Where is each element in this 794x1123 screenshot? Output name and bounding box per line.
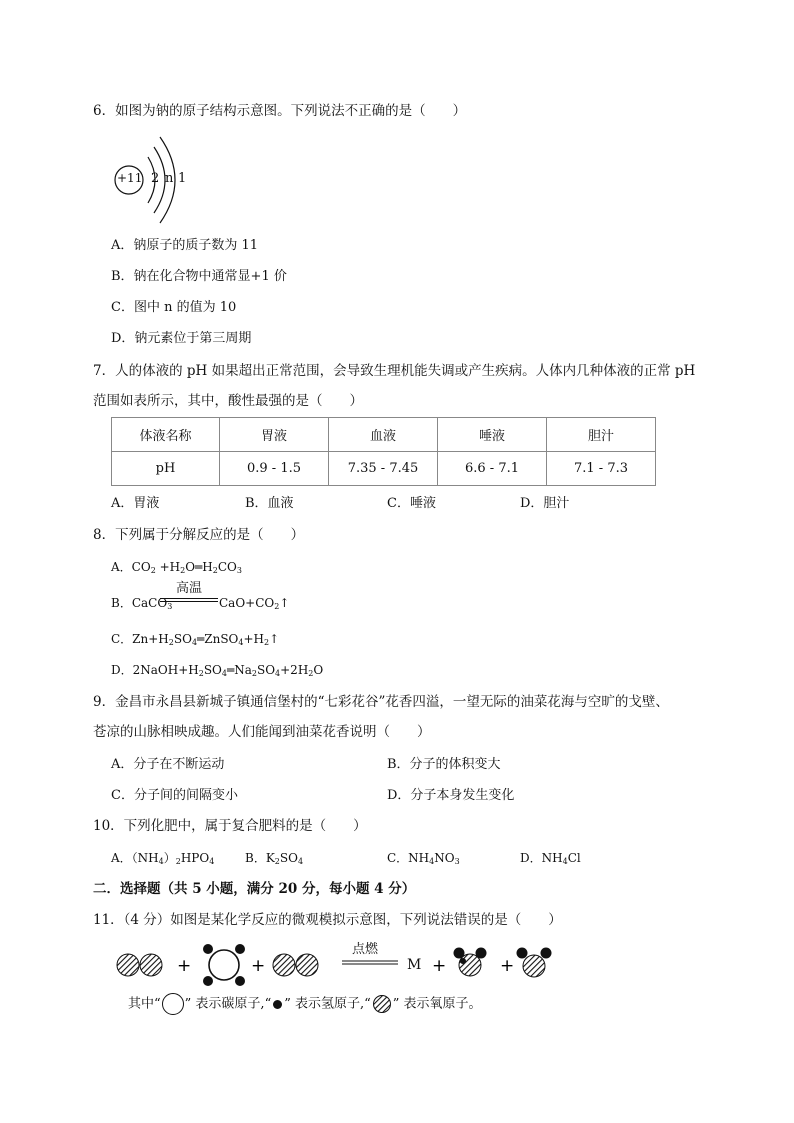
methane-molecule [203, 944, 245, 986]
q8-option-b-prefix[interactable]: B．CaCO$_3$ [111, 596, 173, 611]
q10-option-a[interactable]: A．$(NH_4)_2HPO_4$ [111, 851, 215, 866]
reaction-diagram [0, 935, 794, 995]
q7-stem-line2: 范围如表所示，其中，酸性最强的是（ ） [93, 393, 363, 409]
q9-stem-line1: 9．金昌市永昌县新城子镇通信堡村的“七彩花谷”花香四溢，一望无际的油菜花海与空旷的戈壁、 [93, 694, 669, 710]
hydrogen-atom-icon [273, 1000, 282, 1009]
q6-option-b[interactable]: B．钠在化合物中通常显+1 价 [111, 269, 287, 284]
table-header: 胃液 [220, 418, 329, 452]
legend-line [128, 993, 482, 1015]
table-cell: 7.1 - 7.3 [547, 452, 656, 486]
section-2-heading: 二．选择题（共 5 小题，满分 20 分，每小题 4 分） [93, 881, 416, 897]
q10-stem: 10．下列化肥中，属于复合肥料的是（ ） [93, 818, 367, 834]
table-cell: pH [112, 452, 220, 486]
legend-prefix: 其中“ [128, 996, 161, 1012]
q8-option-b-suffix: $CaO+CO_2↑$ [219, 596, 290, 611]
condition-ignite: 点燃 [352, 942, 379, 957]
plus-sign-1: + [177, 956, 192, 976]
water-molecule-2 [517, 948, 552, 978]
q8-option-d[interactable]: D．$2NaOH+H_2SO_4═Na_2SO_4+2H_2O$ [111, 663, 324, 678]
condition-high-temp: 高温 [175, 581, 202, 596]
q6-stem: 6．如图为钠的原子结构示意图。下列说法不正确的是（ ） [93, 103, 467, 119]
product-m: M [407, 957, 422, 973]
table-header: 体液名称 [112, 418, 220, 452]
table-cell: 0.9 - 1.5 [220, 452, 329, 486]
q8-stem: 8．下列属于分解反应的是（ ） [93, 527, 305, 543]
q9-option-a[interactable]: A．分子在不断运动 [111, 757, 225, 772]
q10-option-d[interactable]: D．$NH_4Cl$ [520, 851, 581, 866]
plus-sign-4: + [500, 956, 515, 976]
equals-line [160, 598, 218, 602]
table-header: 唾液 [438, 418, 547, 452]
sodium-atom-diagram [110, 133, 200, 232]
q7-stem-line1: 7．人的体液的 pH 如果超出正常范围，会导致生理机能失调或产生疾病。人体内几种体液的正常 pH [93, 363, 696, 379]
legend-hydrogen-text: ” 表示氢原子,“ [284, 996, 371, 1012]
legend-oxygen-text: ” 表示氧原子。 [392, 996, 482, 1012]
nucleus-charge: +11 [117, 171, 143, 185]
ph-table [111, 417, 656, 486]
q11-stem: 11．（4 分）如图是某化学反应的微观模拟示意图，下列说法错误的是（ ） [93, 912, 562, 928]
table-header: 血液 [329, 418, 438, 452]
q7-option-a[interactable]: A．胃液 [111, 496, 160, 511]
table-header-row [112, 418, 656, 452]
q8-option-c[interactable]: C．$Zn+H_2SO_4═ZnSO_4+H_2↑$ [111, 632, 280, 647]
table-cell: 7.35 - 7.45 [329, 452, 438, 486]
q10-option-b[interactable]: B．$K_2SO_4$ [245, 851, 304, 866]
q9-option-d[interactable]: D．分子本身发生变化 [387, 788, 515, 803]
q8-option-a[interactable]: A．$CO_2$ $+H_2O═H_2CO_3$ [111, 560, 242, 575]
q6-option-c[interactable]: C．图中 n 的值为 10 [111, 300, 237, 315]
q6-option-a[interactable]: A．钠原子的质子数为 11 [111, 238, 259, 253]
q9-option-b[interactable]: B．分子的体积变大 [387, 757, 501, 772]
q10-option-c[interactable]: C．$NH_4NO_3$ [387, 851, 460, 866]
q7-option-d[interactable]: D．胆汁 [520, 496, 570, 511]
shell-2-electrons: n [165, 171, 174, 186]
q9-option-c[interactable]: C．分子间的间隔变小 [111, 788, 238, 803]
plus-sign-2: + [251, 956, 266, 976]
q7-option-c[interactable]: C．唾液 [387, 496, 436, 511]
plus-sign-3: + [432, 956, 447, 976]
table-header: 胆汁 [547, 418, 656, 452]
q7-option-b[interactable]: B．血液 [245, 496, 294, 511]
oxygen-atom-icon [372, 994, 392, 1014]
shell-1-electrons: 2 [151, 171, 160, 186]
water-molecule [454, 948, 487, 977]
oxygen-molecule [117, 954, 162, 976]
reaction-condition [160, 582, 218, 602]
table-row [112, 452, 656, 486]
carbon-atom-icon [162, 993, 184, 1015]
shell-3-electrons: 1 [178, 171, 187, 186]
oxygen-molecule-2 [273, 954, 318, 976]
q9-stem-line2: 苍凉的山脉相映成趣。人们能闻到油菜花香说明（ ） [93, 724, 431, 740]
table-cell: 6.6 - 7.1 [438, 452, 547, 486]
legend-carbon-text: ” 表示碳原子,“ [184, 996, 272, 1012]
q6-option-d[interactable]: D．钠元素位于第三周期 [111, 331, 252, 346]
